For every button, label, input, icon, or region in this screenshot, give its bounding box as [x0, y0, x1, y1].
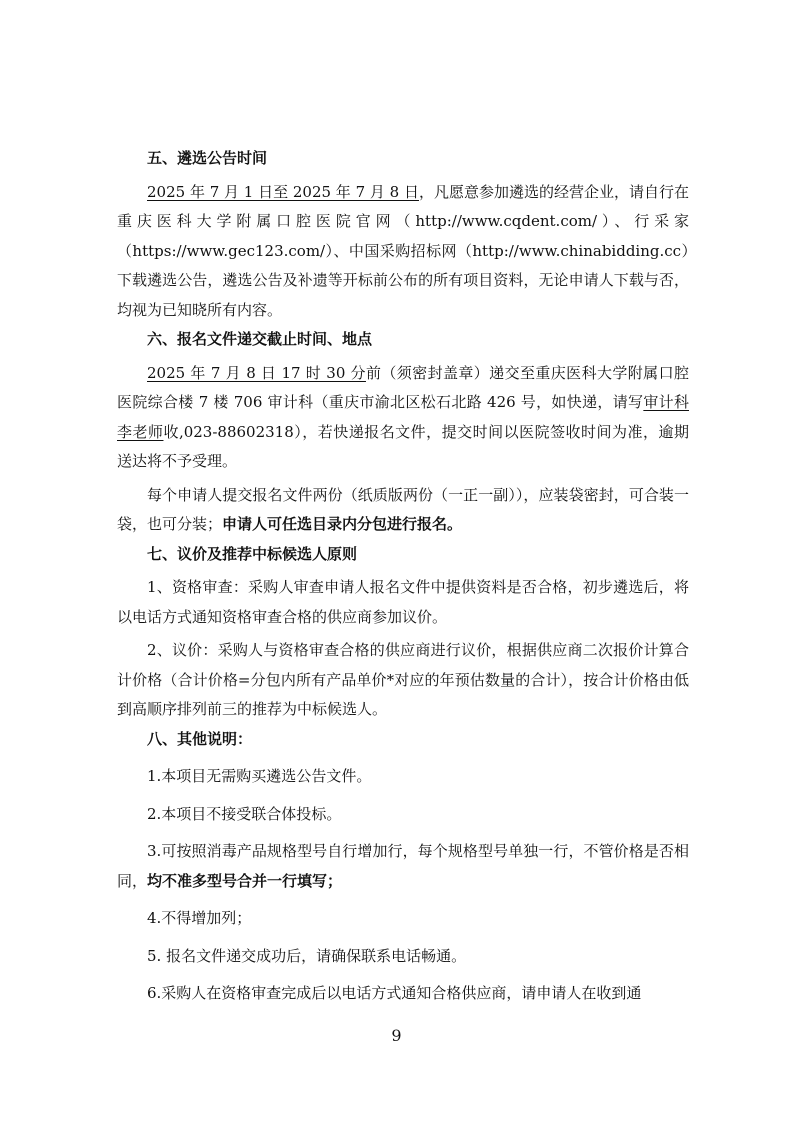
section-7-paragraph-2: 2、议价：采购人与资格审查合格的供应商进行议价，根据供应商二次报价计算合计价格（合计价格=分包内所有产品单价*对应的年预估数量的合计），按合计价格由低到高顺序排列前三的推荐为中标候选人。	[117, 641, 689, 718]
section-6-paragraph-2-text: 每个申请人提交报名文件两份（纸质版两份（一正一副）），应装袋密封，可合装一袋，也可分装；	[117, 485, 689, 533]
list-item: 5. 报名文件递交成功后，请确保联系电话畅通。	[147, 946, 467, 965]
list-item: 6.采购人在资格审查完成后以电话方式通知合格供应商，请申请人在收到通	[147, 984, 642, 1002]
section-6-paragraph-2	[117, 481, 689, 540]
section-5-paragraph-text: ，凡愿意参加遴选的经营企业，请自行在重庆医科大学附属口腔医院官网（http://www.cqdent.com/）、行采家（https://www.gec123.com/）、中国采购招标网（http://www.chinabidding.cc）下载遴选公告，遴选公告及补遗等开标前公布的所有项目资料，无论申请人下载与否，均视为已知晓所有内容。	[117, 182, 689, 319]
section-6-paragraph-1	[117, 359, 689, 477]
list-item: 4.不得增加列；	[147, 909, 252, 927]
list-item	[117, 837, 689, 896]
section-6-heading: 六、报名文件递交截止时间、地点	[147, 330, 373, 348]
submission-deadline: 2025 年 7 月 8 日 17 时 30 分	[147, 363, 366, 382]
list-item: 2.本项目不接受联合体投标。	[147, 804, 342, 823]
section-5-paragraph	[117, 178, 689, 326]
list-item-text: 3.可按照消毒产品规格型号自行增加行，每个规格型号单独一行，不管价格是否相同，	[117, 842, 689, 890]
section-7-paragraph-1: 1、资格审查：采购人审查申请人报名文件中提供资料是否合格，初步遴选后，将以电话方式通知资格审查合格的供应商参加议价。	[117, 578, 689, 626]
list-item: 1.本项目无需购买遴选公告文件。	[147, 767, 372, 785]
section-5-heading: 五、遴选公告时间	[147, 149, 268, 167]
section-8-heading: 八、其他说明：	[147, 729, 253, 748]
list-item-bold: 均不准多型号合并一行填写；	[147, 871, 343, 890]
page-number: 9	[391, 1026, 402, 1045]
section-6-paragraph-1-rest: 收,023-88602318），若快递报名文件，提交时间以医院签收时间为准，逾期送达将不予受理。	[117, 422, 689, 470]
section-7-heading: 七、议价及推荐中标候选人原则	[147, 544, 358, 563]
section-6-paragraph-2-bold: 申请人可任选目录内分包进行报名。	[222, 515, 463, 533]
document-body	[117, 144, 689, 1009]
announcement-period: 2025 年 7 月 1 日至 2025 年 7 月 8 日	[147, 182, 419, 201]
contact-person: 审计科 李老师	[117, 393, 689, 441]
section-6-paragraph-1-text: 前（须密封盖章）递交至重庆医科大学附属口腔医院综合楼 7 楼 706 审计科（重庆市渝北区松石北路 426 号，如快递，请写	[117, 363, 689, 411]
